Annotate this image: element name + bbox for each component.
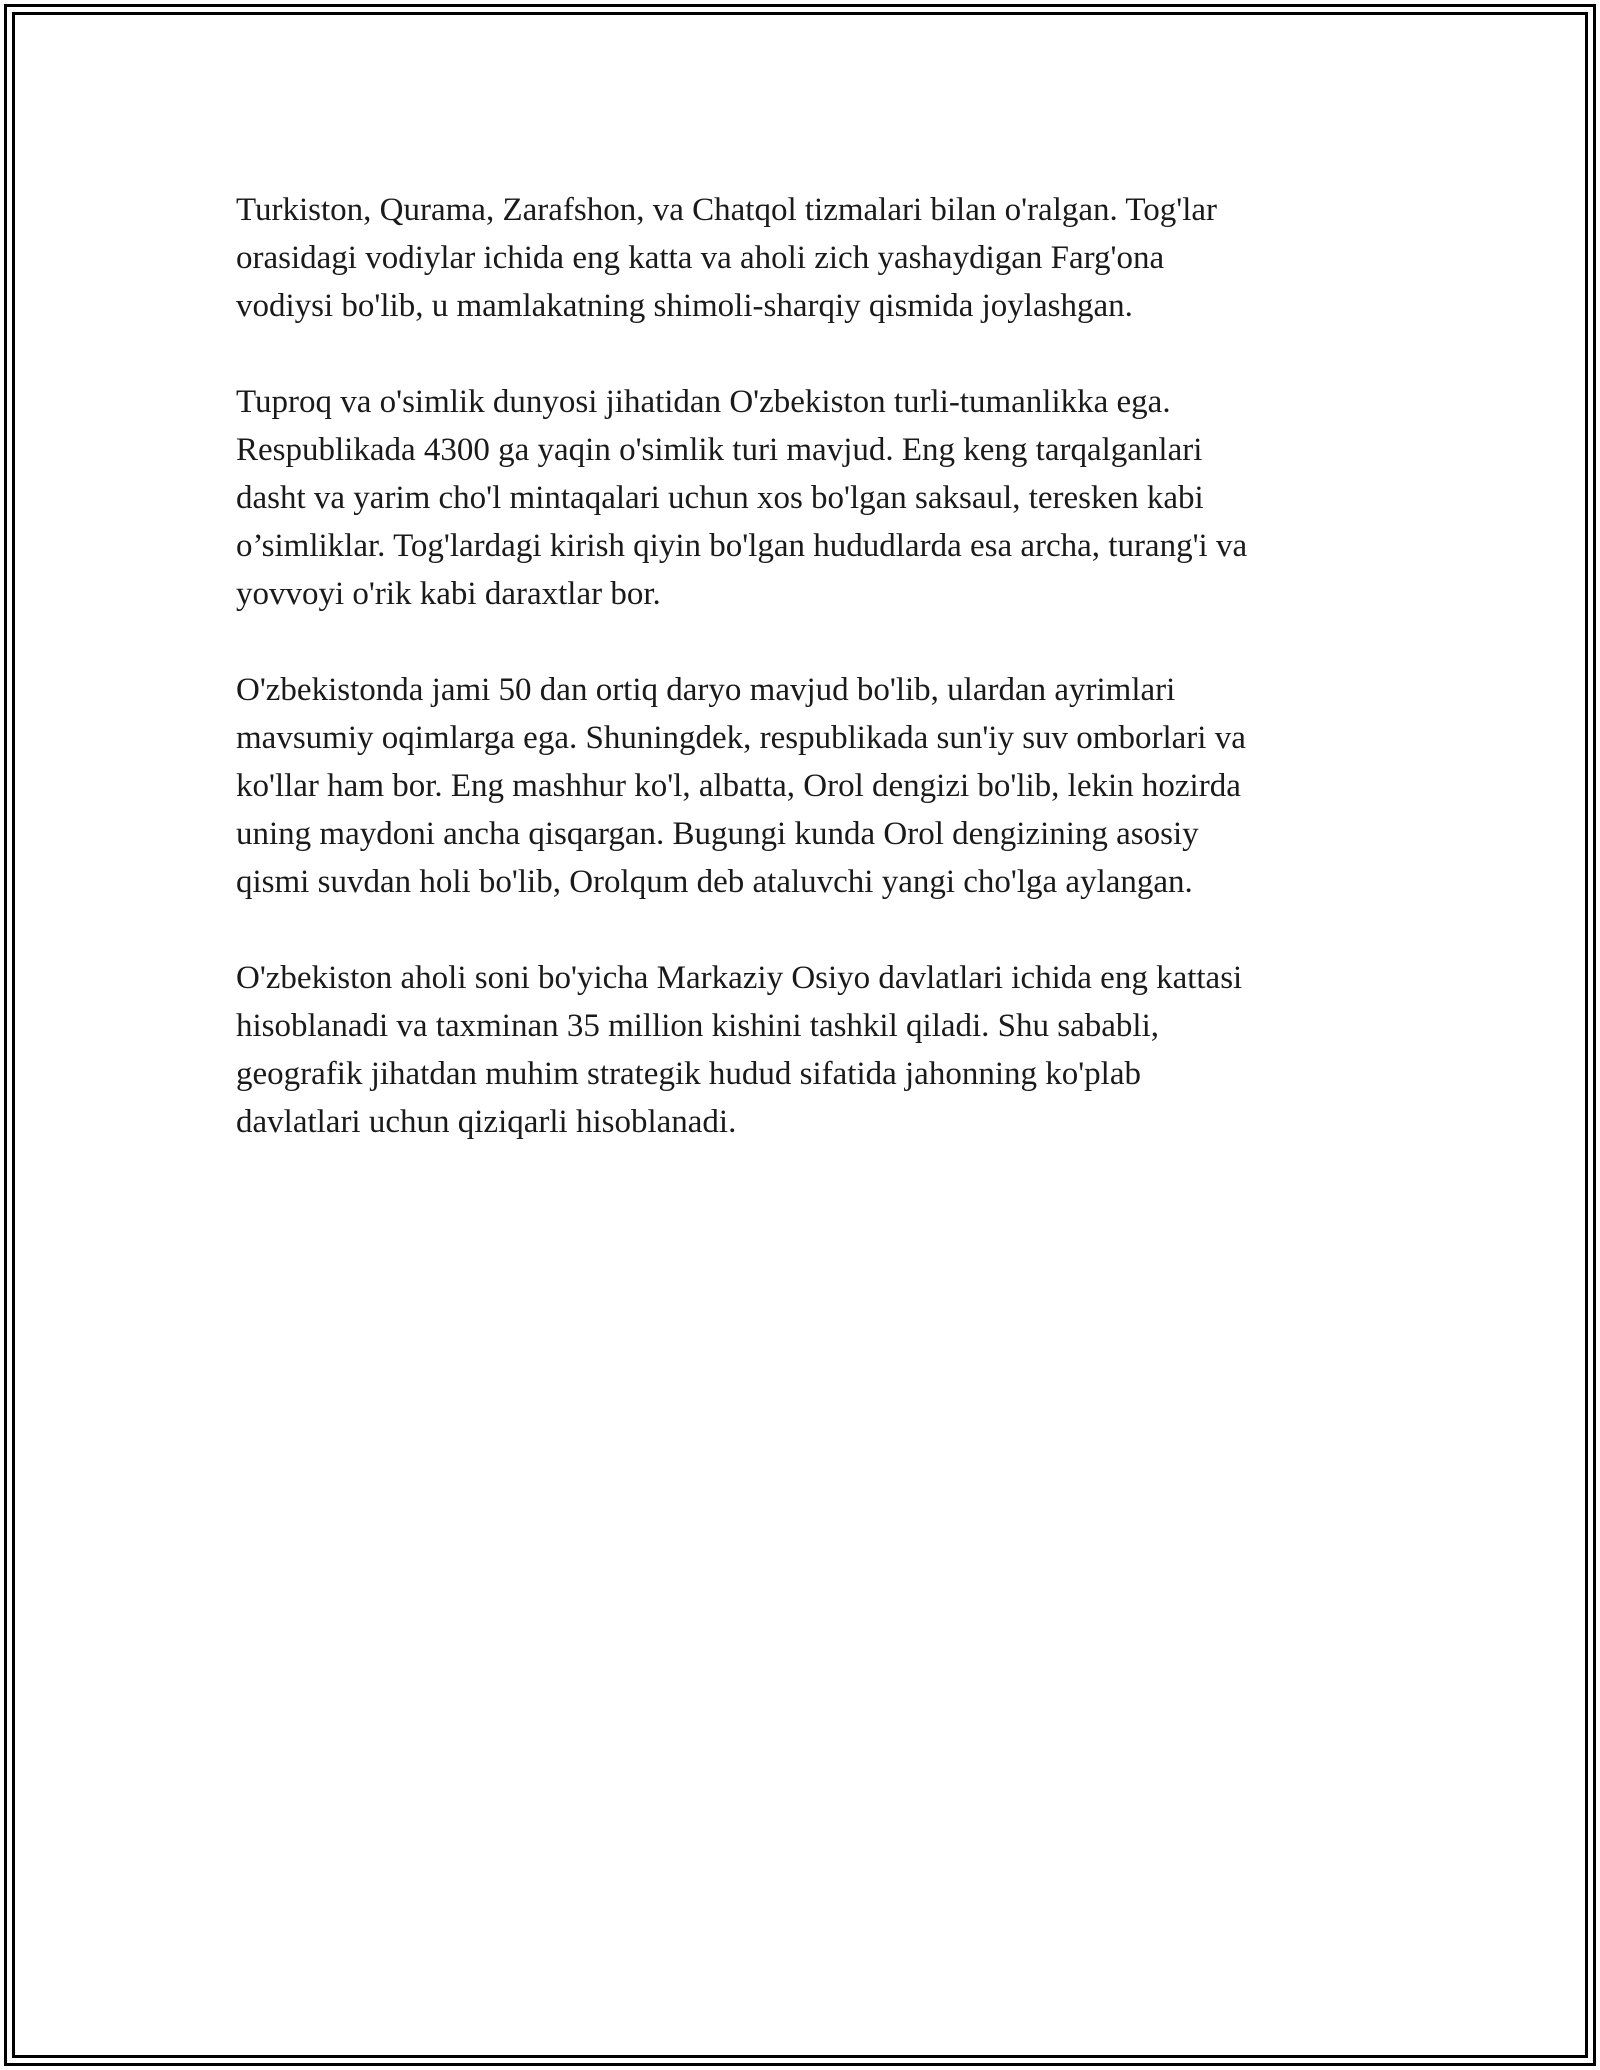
text-line: mavsumiy oqimlarga ega. Shuningdek, respublikada sun'iy suv omborlari va [236,720,1246,756]
text-line: Tuproq va o'simlik dunyosi jihatidan O'zbekiston turli-tumanlikka ega. [236,384,1171,420]
document-body [236,186,1376,1194]
text-line: O'zbekiston aholi soni bo'yicha Markaziy Osiyo davlatlari ichida eng kattasi [236,960,1243,996]
text-line: vodiysi bo'lib, u mamlakatning shimoli-sharqiy qismida joylashgan. [236,288,1133,324]
paragraph-population [236,954,1376,1146]
paragraph-soil-vegetation [236,378,1376,618]
text-line: Turkiston, Qurama, Zarafshon, va Chatqol tizmalari bilan o'ralgan. Tog'lar [236,192,1218,228]
text-line: o’simliklar. Tog'lardagi kirish qiyin bo'lgan hududlarda esa archa, turang'i va [236,528,1248,564]
text-line: orasidagi vodiylar ichida eng katta va aholi zich yashaydigan Farg'ona [236,240,1165,276]
paragraph-rivers-lakes [236,666,1376,906]
text-line: hisoblanadi va taxminan 35 million kishini tashkil qiladi. Shu sababli, [236,1008,1160,1044]
text-line: yovvoyi o'rik kabi daraxtlar bor. [236,576,661,612]
text-line: dasht va yarim cho'l mintaqalari uchun xos bo'lgan saksaul, teresken kabi [236,480,1204,516]
paragraph-mountains-valleys [236,186,1376,330]
text-line: Respublikada 4300 ga yaqin o'simlik turi mavjud. Eng keng tarqalganlari [236,432,1203,468]
text-line: O'zbekistonda jami 50 dan ortiq daryo mavjud bo'lib, ulardan ayrimlari [236,672,1176,708]
text-line: ko'llar ham bor. Eng mashhur ko'l, albatta, Orol dengizi bo'lib, lekin hozirda [236,768,1241,804]
text-line: davlatlari uchun qiziqarli hisoblanadi. [236,1104,737,1140]
text-line: uning maydoni ancha qisqargan. Bugungi kunda Orol dengizining asosiy [236,816,1199,852]
text-line: qismi suvdan holi bo'lib, Orolqum deb ataluvchi yangi cho'lga aylangan. [236,864,1193,900]
text-line: geografik jihatdan muhim strategik hudud sifatida jahonning ko'plab [236,1056,1142,1092]
